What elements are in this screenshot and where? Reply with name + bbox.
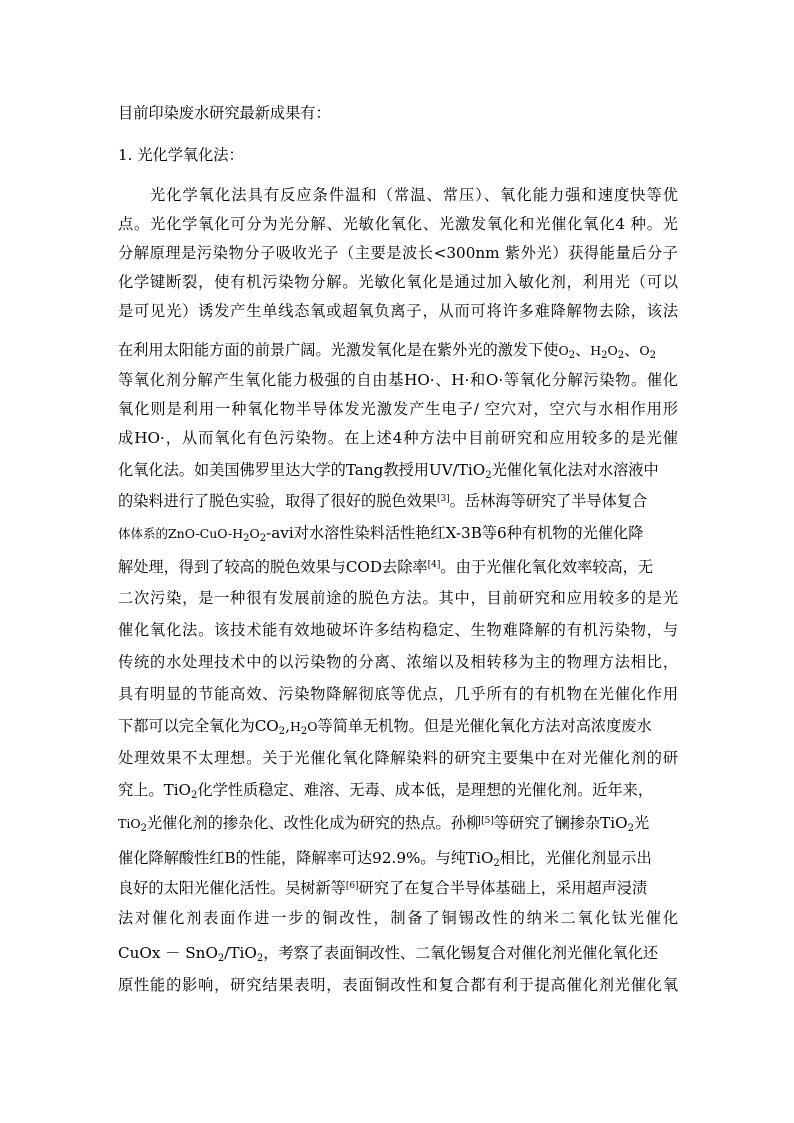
paragraph-line: 是可见光）诱发产生单线态氧或超氧负离子，从而可将许多难降解物去除，该法 xyxy=(118,302,678,320)
intro-text: 目前印染废水研究最新成果有： xyxy=(118,104,331,122)
paragraph-line: 氧化则是利用一种氧化物半导体发光激发产生电子/ 空穴对，空穴与水相作用形 xyxy=(118,400,678,418)
paragraph-line: 良好的太阳光催化活性。吴树新等[6]研究了在复合半导体基础上，采用超声浸渍 xyxy=(118,879,648,897)
paragraph-line: 下都可以完全氧化为$CO_2,H_2O$等简单无机物。但是光催化氧化方法对高浓度废水 xyxy=(118,717,652,737)
paragraph-line: 原性能的影响，研究结果表明，表面铜改性和复合都有利于提高催化剂光催化氧 xyxy=(118,976,678,994)
paragraph-line: 法对催化剂表面作进一步的铜改性，制备了铜锡改性的纳米二氧化钛光催化 xyxy=(118,909,678,927)
paragraph-line: 点。光化学氧化可分为光分解、光敏化氧化、光激发氧化和光催化氧化4 种。光 xyxy=(118,215,678,233)
paragraph-line: 究上。TiO$_2$化学性质稳定、难溶、无毒、成本低，是理想的光催化剂。近年来， xyxy=(118,781,654,801)
section-title: 光化学氧化法： xyxy=(137,146,244,164)
section-number: 1. xyxy=(118,146,133,164)
citation[interactable]: [4] xyxy=(427,560,441,570)
paragraph-line: 催化氧化法。该技术能有效地破坏许多结构稳定、生物难降解的有机污染物，与 xyxy=(118,621,678,639)
paragraph-line: 光化学氧化法具有反应条件温和（常温、常压）、氧化能力强和速度快等优 xyxy=(150,186,678,204)
paragraph-line: 在利用太阳能方面的前景广阔。光激发氧化是在紫外光的激发下使$O_2$、$H_2O_2$、$O_2$ xyxy=(118,341,656,361)
paragraph-line: 催化降解酸性红B的性能，降解率可达92.9%。与纯TiO$_2$相比，光催化剂显示出 xyxy=(118,849,652,869)
paragraph-line: 二次污染，是一种很有发展前途的脱色方法。其中，目前研究和应用较多的是光 xyxy=(118,589,678,607)
paragraph-line: 解处理，得到了较高的脱色效果与COD去除率[4]。由于光催化氧化效率较高，无 xyxy=(118,558,653,576)
paragraph-line: 成HO·，从而氧化有色污染物。在上述4种方法中目前研究和应用较多的是光催 xyxy=(118,429,678,447)
paragraph-line: 具有明显的节能高效、污染物降解彻底等优点，几乎所有的有机物在光催化作用 xyxy=(118,685,678,703)
citation[interactable]: [6] xyxy=(345,881,359,891)
paragraph-line: 处理效果不太理想。关于光催化氧化降解染料的研究主要集中在对光催化剂的研 xyxy=(118,749,678,767)
paragraph-line: 分解原理是污染物分子吸收光子（主要是波长<300nm 紫外光）获得能量后分子 xyxy=(118,244,678,262)
paragraph-line: 等氧化剂分解产生氧化能力极强的自由基HO·、H·和O·等氧化分解污染物。催化 xyxy=(118,371,678,389)
citation[interactable]: [5] xyxy=(481,816,494,826)
paragraph-line: 化氧化法。如美国佛罗里达大学的Tang教授用UV/TiO$_2$光催化氧化法对水溶液中 xyxy=(118,461,659,481)
paragraph-line: TiO$_2$光催化剂的掺杂化、改性化成为研究的热点。孙柳[5]等研究了镧掺杂TiO$_2$光 xyxy=(118,814,650,834)
section-heading xyxy=(118,145,244,165)
paragraph-line: 的染料进行了脱色实验，取得了很好的脱色效果[3]。岳林海等研究了半导体复合 xyxy=(118,492,648,510)
paragraph-line: 传统的水处理技术中的以污染物的分离、浓缩以及相转移为主的物理方法相比， xyxy=(118,653,678,671)
paragraph-line: 体体系的ZnO-$CuO-H_2O_2$-avi对水溶性染料活性艳红X-3B等6种有机物的光催化降 xyxy=(118,524,644,544)
citation[interactable]: [3] xyxy=(436,494,450,504)
paragraph-line: 化学键断裂，使有机污染物分解。光敏化氧化是通过加入敏化剂，利用光（可以 xyxy=(118,273,678,291)
paragraph-line: CuOx － SnO$_2$/TiO$_2$，考察了表面铜改性、二氧化锡复合对催化剂光催化氧化还 xyxy=(118,944,659,964)
